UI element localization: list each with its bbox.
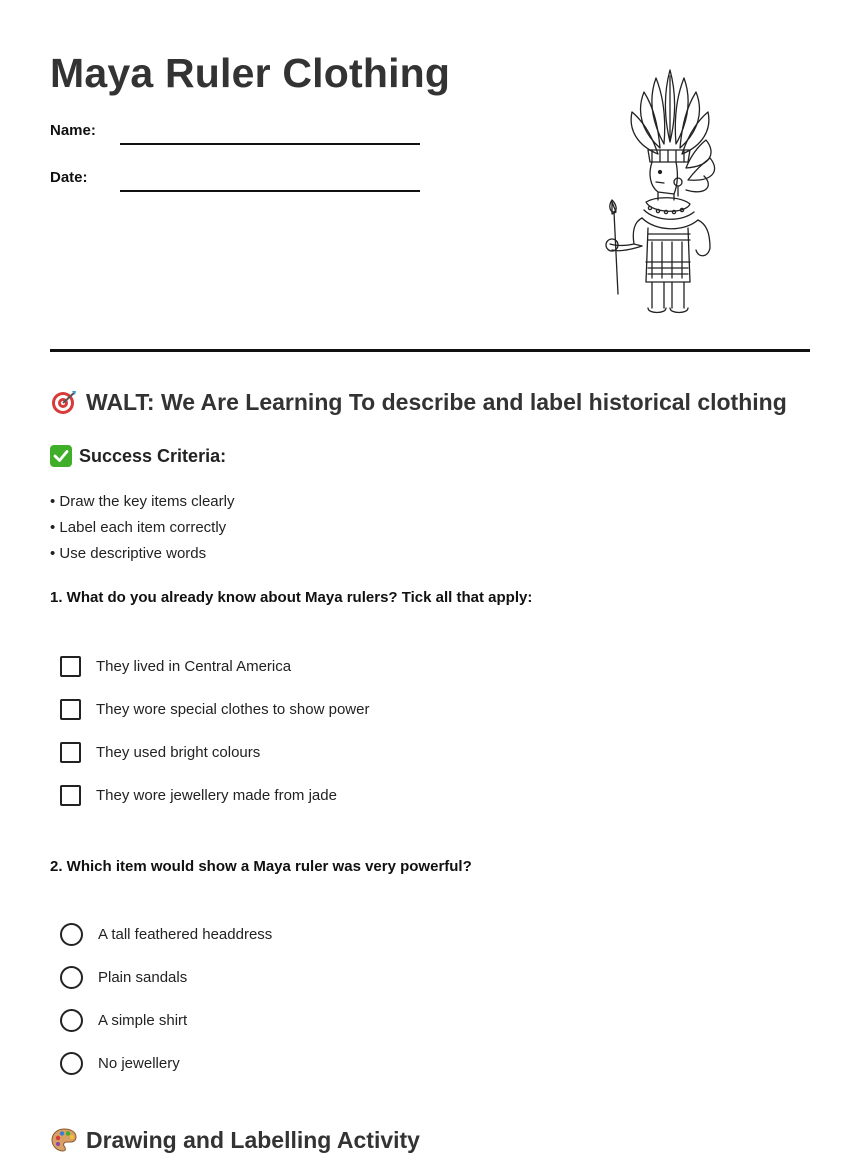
option-label: They wore special clothes to show power (96, 700, 370, 718)
option-label: A tall feathered headdress (98, 925, 273, 943)
option-label: They lived in Central America (96, 657, 292, 675)
walt-text: WALT: We Are Learning To describe and label historical clothing (86, 388, 787, 415)
check-mark-icon (50, 445, 72, 467)
headdress-feathers (631, 70, 714, 192)
q1-option-2[interactable] (60, 697, 369, 721)
q2-option-1[interactable] (60, 922, 272, 946)
q1-option-4[interactable] (60, 783, 337, 807)
option-label: They wore jewellery made from jade (96, 786, 337, 804)
name-label: Name: (50, 122, 96, 139)
question-1: 1. What do you already know about Maya rulers? Tick all that apply: (50, 589, 533, 606)
radio-button[interactable] (60, 923, 83, 946)
target-icon (50, 388, 78, 416)
date-label: Date: (50, 169, 88, 186)
success-criteria-label: Success Criteria: (79, 445, 227, 466)
list-item: • Label each item correctly (50, 519, 227, 536)
checkbox[interactable] (60, 785, 81, 806)
q2-option-3[interactable] (60, 1008, 187, 1032)
option-label: No jewellery (98, 1054, 180, 1072)
question-2: 2. Which item would show a Maya ruler was very powerful? (50, 858, 472, 875)
q1-option-3[interactable] (60, 740, 260, 764)
success-criteria-heading (50, 445, 226, 467)
checkbox[interactable] (60, 699, 81, 720)
date-field[interactable] (120, 190, 420, 192)
radio-button[interactable] (60, 1052, 83, 1075)
checkbox[interactable] (60, 742, 81, 763)
radio-button[interactable] (60, 1009, 83, 1032)
activity-heading (50, 1126, 420, 1154)
q2-option-2[interactable] (60, 965, 187, 989)
checkbox[interactable] (60, 656, 81, 677)
section-divider (50, 349, 810, 352)
success-criteria-list (50, 489, 234, 567)
page-title: Maya Ruler Clothing (50, 50, 451, 96)
option-label: A simple shirt (98, 1011, 188, 1029)
radio-button[interactable] (60, 966, 83, 989)
q1-option-1[interactable] (60, 654, 291, 678)
activity-title: Drawing and Labelling Activity (86, 1126, 420, 1153)
option-label: Plain sandals (98, 968, 188, 986)
name-field[interactable] (120, 143, 420, 145)
option-label: They used bright colours (96, 743, 261, 761)
list-item: • Draw the key items clearly (50, 493, 235, 510)
list-item: • Use descriptive words (50, 545, 207, 562)
maya-ruler-illustration (586, 62, 736, 322)
walt-heading (50, 388, 787, 416)
q2-option-4[interactable] (60, 1051, 180, 1075)
palette-icon (50, 1126, 78, 1154)
